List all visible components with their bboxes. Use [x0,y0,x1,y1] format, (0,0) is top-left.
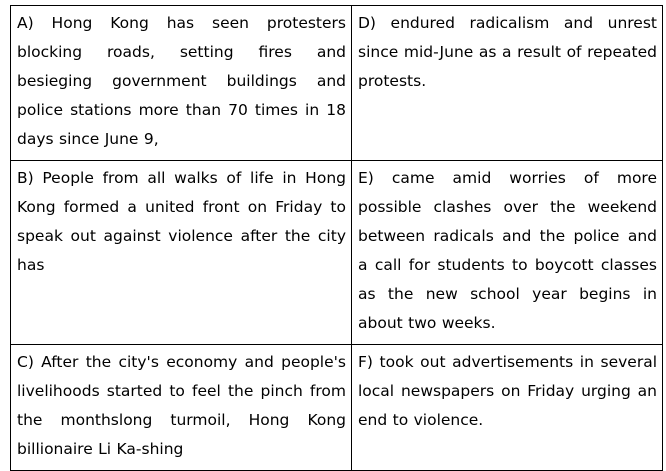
table-row [11,345,663,471]
sentence-fragment-f: F) took out advertisements in several local newspapers on Friday urging an end to violence. [352,345,663,471]
table-row [11,161,663,345]
sentence-fragment-c: C) After the city's economy and people's livelihoods started to feel the pinch from the monthslong turmoil, Hong Kong billionaire Li Ka-shing [11,345,352,471]
matching-table [10,5,663,471]
sentence-fragment-e: E) came amid worries of more possible clashes over the weekend between radicals and the police and a call for students to boycott classes as the new school year begins in about two weeks. [352,161,663,345]
sentence-fragment-d: D) endured radicalism and unrest since mid-June as a result of repeated protests. [352,6,663,161]
sentence-fragment-b: B) People from all walks of life in Hong Kong formed a united front on Friday to speak out against violence after the city has [11,161,352,345]
table-row [11,6,663,161]
sentence-fragment-a: A) Hong Kong has seen protesters blocking roads, setting fires and besieging government buildings and police stations more than 70 times in 18 days since June 9, [11,6,352,161]
